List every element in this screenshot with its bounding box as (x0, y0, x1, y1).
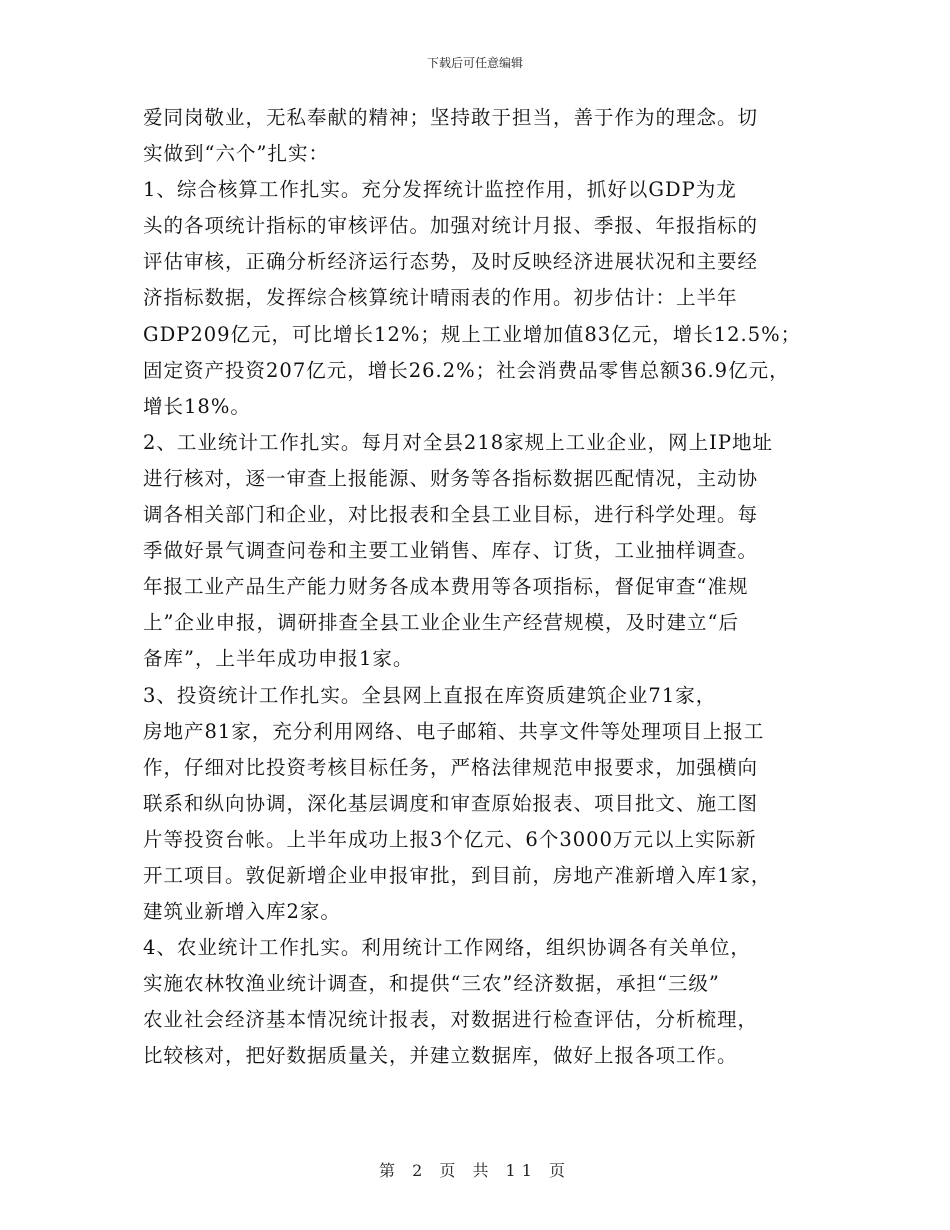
page-header: 下载后可任意编辑 (426, 56, 523, 70)
paragraph-industrial-statistics: 2、工业统计工作扎实。每月对全县218家规上工业企业，网上IP地址 进行核对，逐一审查上报能源、财务等各指标数据匹配情况，主动协 调各相关部门和企业，对比报表和全县工业目标，进行科学处理。每 季做好景气调查问卷和主要工业销售、库存、订货，工业抽样调查。 年报工业产品生产能力财务各成本费用等各项指标，督促审查“准规 上”企业申报，调研排查全县工业企业生产经营规模，及时建立“后 备库”，上半年成功申报1家。 (143, 430, 773, 671)
document-body (143, 100, 813, 1075)
paragraph-agricultural-statistics: 4、农业统计工作扎实。利用统计工作网络，组织协调各有关单位， 实施农林牧渔业统计调查，和提供“三农”经济数据，承担“三级” 农业社会经济基本情况统计报表，对数据进行检查评估，分析梳理， 比较核对，把好数据质量关，并建立数据库，做好上报各项工作。 (143, 936, 759, 1068)
page-number-footer: 第 2 页 共 11 页 (379, 1161, 571, 1180)
paragraph-comprehensive-accounting: 1、综合核算工作扎实。充分发挥统计监控作用，抓好以GDP为龙 头的各项统计指标的审核评估。加强对统计月报、季报、年报指标的 评估审核，正确分析经济运行态势，及时反映经济进展状况和主要经 济指标数据，发挥综合核算统计晴雨表的作用。初步估计：上半年 GDP209亿元，可比增长12%；规上工业增加值83亿元，增长12.5%； 固定资产投资207亿元，增长26.2%；社会消费品零售总额36.9亿元， 增长18%。 (143, 178, 802, 418)
paragraph-investment-statistics: 3、投资统计工作扎实。全县网上直报在库资质建筑企业71家， 房地产81家，充分利用网络、电子邮箱、共享文件等处理项目上报工 作，仔细对比投资考核目标任务，严格法律规范申报要求，加强横向 联系和纵向协调，深化基层调度和审查原始报表、项目批文、施工图 片等投资台帐。上半年成功上报3个亿元、6个3000万元以上实际新 开工项目。敦促新增企业申报审批，到目前，房地产准新增入库1家， 建筑业新增入库2家。 (143, 683, 772, 924)
paragraph-intro: 爱同岗敬业，无私奉献的精神；坚持敢于担当，善于作为的理念。切 实做到“六个”扎实： (143, 106, 759, 166)
